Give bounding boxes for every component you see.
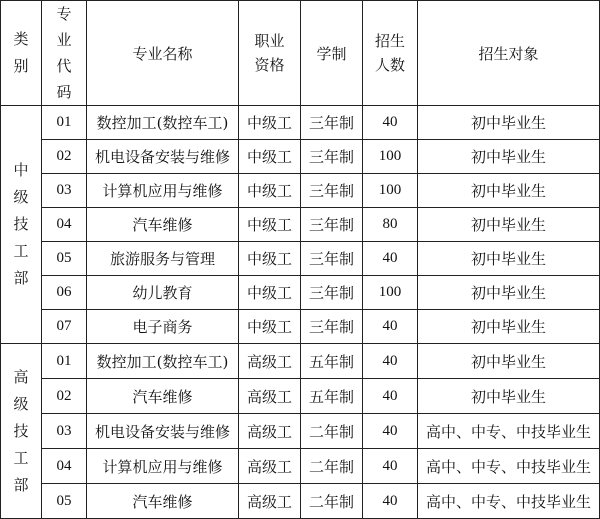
cell-name: 机电设备安装与维修	[87, 140, 239, 174]
header-target-label: 招生对象	[478, 44, 539, 63]
header-duration-label: 学制	[316, 44, 347, 63]
header-qualification	[239, 1, 301, 106]
cell-target: 高中、中专、中技毕业生	[418, 449, 600, 484]
cell-code: 01	[42, 106, 87, 140]
table-row	[1, 484, 600, 519]
cell-qualification: 中级工	[239, 106, 301, 140]
cell-duration: 二年制	[301, 449, 363, 484]
department-char: 级	[13, 394, 29, 413]
department-char: 工	[13, 448, 29, 467]
cell-qualification: 中级工	[239, 310, 301, 344]
cell-name: 数控加工(数控车工)	[87, 106, 239, 140]
cell-duration: 三年制	[301, 208, 363, 242]
cell-enrollment: 40	[363, 449, 418, 484]
cell-code: 02	[42, 379, 87, 414]
cell-qualification: 中级工	[239, 208, 301, 242]
header-name-label: 专业名称	[132, 44, 193, 63]
department-char: 高	[13, 367, 29, 386]
cell-enrollment: 80	[363, 208, 418, 242]
cell-target: 初中毕业生	[418, 140, 600, 174]
cell-target: 初中毕业生	[418, 242, 600, 276]
cell-enrollment: 40	[363, 379, 418, 414]
cell-duration: 三年制	[301, 174, 363, 208]
cell-enrollment: 40	[363, 414, 418, 449]
cell-name: 汽车维修	[87, 208, 239, 242]
cell-name: 电子商务	[87, 310, 239, 344]
cell-qualification: 高级工	[239, 344, 301, 379]
cell-code: 03	[42, 414, 87, 449]
header-category-char: 别	[13, 57, 29, 75]
cell-name: 幼儿教育	[87, 276, 239, 310]
cell-code: 04	[42, 449, 87, 484]
table-row	[1, 310, 600, 344]
cell-name: 机电设备安装与维修	[87, 414, 239, 449]
cell-name: 汽车维修	[87, 379, 239, 414]
header-code	[42, 1, 87, 106]
table-row	[1, 174, 600, 208]
cell-qualification: 中级工	[239, 140, 301, 174]
table-row	[1, 414, 600, 449]
cell-code: 01	[42, 344, 87, 379]
cell-name: 计算机应用与维修	[87, 449, 239, 484]
cell-enrollment: 100	[363, 140, 418, 174]
header-category	[1, 1, 42, 106]
department-char: 工	[13, 242, 29, 260]
header-duration	[301, 1, 363, 106]
cell-enrollment: 40	[363, 484, 418, 519]
cell-code: 05	[42, 242, 87, 276]
cell-qualification: 中级工	[239, 276, 301, 310]
cell-duration: 三年制	[301, 242, 363, 276]
header-enrollment-line: 招生	[374, 32, 405, 50]
table-row	[1, 379, 600, 414]
cell-enrollment: 100	[363, 174, 418, 208]
department-char: 部	[13, 269, 29, 287]
header-qualification-line: 职业	[254, 32, 285, 50]
cell-target: 初中毕业生	[418, 310, 600, 344]
cell-duration: 五年制	[301, 379, 363, 414]
cell-name: 汽车维修	[87, 484, 239, 519]
cell-target: 初中毕业生	[418, 344, 600, 379]
department-char: 部	[13, 475, 29, 494]
table-row	[1, 208, 600, 242]
cell-duration: 三年制	[301, 106, 363, 140]
table-row	[1, 242, 600, 276]
cell-code: 06	[42, 276, 87, 310]
cell-duration: 五年制	[301, 344, 363, 379]
header-qualification-line: 资格	[254, 56, 285, 74]
department-char: 中	[13, 161, 29, 179]
header-row	[1, 1, 600, 106]
department-char: 级	[13, 188, 29, 206]
cell-name: 计算机应用与维修	[87, 174, 239, 208]
cell-target: 初中毕业生	[418, 208, 600, 242]
table-row	[1, 140, 600, 174]
header-code-char: 专	[56, 5, 72, 23]
header-code-char: 代	[56, 57, 72, 75]
cell-duration: 三年制	[301, 310, 363, 344]
cell-target: 初中毕业生	[418, 276, 600, 310]
department-label-advanced	[1, 344, 42, 519]
cell-target: 高中、中专、中技毕业生	[418, 484, 600, 519]
cell-name: 旅游服务与管理	[87, 242, 239, 276]
cell-enrollment: 40	[363, 344, 418, 379]
cell-qualification: 高级工	[239, 484, 301, 519]
cell-duration: 三年制	[301, 276, 363, 310]
cell-qualification: 高级工	[239, 379, 301, 414]
department-char: 技	[13, 215, 29, 233]
header-category-char: 类	[13, 30, 29, 48]
cell-target: 初中毕业生	[418, 174, 600, 208]
header-enrollment-line: 人数	[374, 56, 405, 74]
cell-name: 数控加工(数控车工)	[87, 344, 239, 379]
department-char: 技	[13, 421, 29, 440]
cell-code: 05	[42, 484, 87, 519]
table-row	[1, 276, 600, 310]
header-enrollment	[363, 1, 418, 106]
cell-duration: 二年制	[301, 414, 363, 449]
cell-duration: 二年制	[301, 484, 363, 519]
cell-qualification: 中级工	[239, 174, 301, 208]
cell-enrollment: 40	[363, 106, 418, 140]
table-row	[1, 106, 600, 140]
cell-enrollment: 40	[363, 310, 418, 344]
cell-enrollment: 100	[363, 276, 418, 310]
header-name	[87, 1, 239, 106]
department-label-intermediate	[1, 106, 42, 344]
header-target	[418, 1, 600, 106]
cell-target: 高中、中专、中技毕业生	[418, 414, 600, 449]
cell-code: 07	[42, 310, 87, 344]
table-row	[1, 449, 600, 484]
cell-code: 03	[42, 174, 87, 208]
cell-enrollment: 40	[363, 242, 418, 276]
table-row	[1, 344, 600, 379]
cell-code: 02	[42, 140, 87, 174]
cell-code: 04	[42, 208, 87, 242]
cell-target: 初中毕业生	[418, 379, 600, 414]
cell-qualification: 中级工	[239, 242, 301, 276]
header-code-char: 业	[56, 31, 72, 49]
cell-target: 初中毕业生	[418, 106, 600, 140]
header-code-char: 码	[56, 83, 72, 101]
cell-qualification: 高级工	[239, 449, 301, 484]
cell-qualification: 高级工	[239, 414, 301, 449]
cell-duration: 三年制	[301, 140, 363, 174]
